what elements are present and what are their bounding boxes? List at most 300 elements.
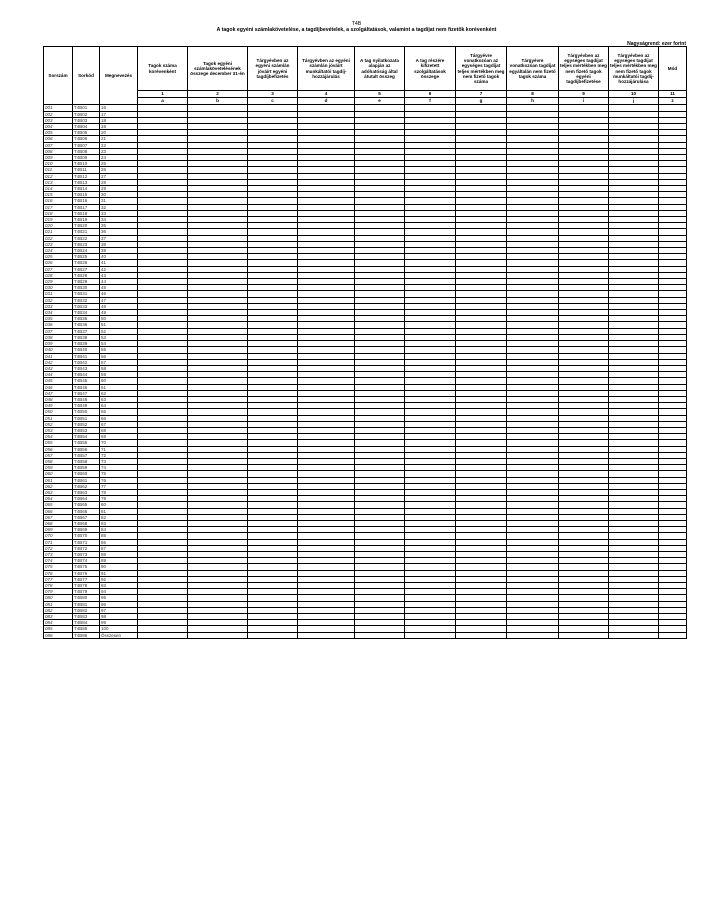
row-code-cell: T4B08 xyxy=(73,148,100,154)
row-name-cell: 86 xyxy=(100,539,138,545)
row-code-cell: T4B80 xyxy=(73,595,100,601)
row-name-cell: 77 xyxy=(100,483,138,489)
row-number-cell: 015 xyxy=(44,192,73,198)
table-title: A tagok egyéni számlakövetelése, a tagdíjbevételek, a szolgáltatások, valamint a tagdíjat nem fizetők korévenként xyxy=(216,27,497,33)
column-header: Tagok egyéni számlakövetelésének összege december 31-én xyxy=(188,47,248,91)
row-number-cell: 069 xyxy=(44,527,73,533)
column-number: 6 xyxy=(405,91,456,98)
column-header: Tárgyévben az egyéni számlán jóváírt munkáltatói tagdíj-hozzájárulás xyxy=(298,47,355,91)
row-name-cell: 99 xyxy=(100,620,138,626)
row-number-cell: 020 xyxy=(44,223,73,229)
row-number-cell: 002 xyxy=(44,111,73,117)
row-code-cell: T4B33 xyxy=(73,303,100,309)
row-name-cell: 25 xyxy=(100,161,138,167)
row-number-cell: 039 xyxy=(44,341,73,347)
column-number: 2 xyxy=(188,91,248,98)
row-name-cell: 93 xyxy=(100,583,138,589)
row-code-cell: T4B15 xyxy=(73,192,100,198)
row-number-cell: 042 xyxy=(44,359,73,365)
row-name-cell: 44 xyxy=(100,279,138,285)
row-number-cell: 053 xyxy=(44,427,73,433)
row-name-cell: 32 xyxy=(100,204,138,210)
row-code-cell: T4B36 xyxy=(73,322,100,328)
row-code-cell: T4B41 xyxy=(73,353,100,359)
row-number-cell: 052 xyxy=(44,421,73,427)
row-number-cell: 078 xyxy=(44,583,73,589)
row-code-cell: T4B46 xyxy=(73,384,100,390)
row-code-cell: T4B07 xyxy=(73,142,100,148)
row-code-cell: T4B11 xyxy=(73,167,100,173)
column-number: 9 xyxy=(559,91,609,98)
row-name-cell: 67 xyxy=(100,421,138,427)
row-number-cell: 059 xyxy=(44,465,73,471)
row-name-cell: 34 xyxy=(100,217,138,223)
row-name-cell: 64 xyxy=(100,403,138,409)
row-name-cell: 92 xyxy=(100,576,138,582)
row-number-cell: 077 xyxy=(44,576,73,582)
row-code-cell: T4B09 xyxy=(73,155,100,161)
row-number-cell: 021 xyxy=(44,229,73,235)
row-code-cell: T4B29 xyxy=(73,279,100,285)
row-code-cell: T4B68 xyxy=(73,520,100,526)
column-header: Megnevezés xyxy=(100,47,138,105)
row-number-cell: 065 xyxy=(44,502,73,508)
column-letter: i xyxy=(559,98,609,105)
row-name-cell: 17 xyxy=(100,111,138,117)
row-code-cell: T4B79 xyxy=(73,589,100,595)
header-row xyxy=(44,47,687,91)
row-number-cell: 070 xyxy=(44,533,73,539)
row-number-cell: 024 xyxy=(44,248,73,254)
row-code-cell: T4B47 xyxy=(73,390,100,396)
row-name-cell: 36 xyxy=(100,229,138,235)
row-number-cell: 005 xyxy=(44,130,73,136)
row-number-cell: 011 xyxy=(44,167,73,173)
row-code-cell: T4B26 xyxy=(73,260,100,266)
row-code-cell: T4B53 xyxy=(73,427,100,433)
row-name-cell: 59 xyxy=(100,372,138,378)
row-code-cell: T4B60 xyxy=(73,471,100,477)
row-code-cell: T4B66 xyxy=(73,508,100,514)
row-name-cell: 58 xyxy=(100,365,138,371)
row-name-cell: 98 xyxy=(100,614,138,620)
row-number-cell: 044 xyxy=(44,372,73,378)
row-name-cell: 48 xyxy=(100,303,138,309)
row-number-cell: 018 xyxy=(44,210,73,216)
row-number-cell: 014 xyxy=(44,186,73,192)
row-name-cell: 91 xyxy=(100,570,138,576)
row-code-cell: T4B05 xyxy=(73,130,100,136)
row-name-cell: 43 xyxy=(100,272,138,278)
row-code-cell: T4B10 xyxy=(73,161,100,167)
row-number-cell: 013 xyxy=(44,179,73,185)
row-code-cell: T4B67 xyxy=(73,514,100,520)
row-code-cell: T4B40 xyxy=(73,347,100,353)
row-number-cell: 037 xyxy=(44,328,73,334)
column-header: Tárgyévben az egyéni számlán jóváírt egyéni tagdíjbefizetés xyxy=(248,47,298,91)
row-name-cell: 60 xyxy=(100,378,138,384)
row-name-cell: 51 xyxy=(100,322,138,328)
row-number-cell: 027 xyxy=(44,266,73,272)
row-name-cell: 54 xyxy=(100,341,138,347)
row-name-cell: 75 xyxy=(100,471,138,477)
row-code-cell: T4B48 xyxy=(73,396,100,402)
row-number-cell: 001 xyxy=(44,105,73,111)
data-cell[interactable] xyxy=(138,632,188,638)
row-name-cell: 30 xyxy=(100,192,138,198)
row-code-cell: T4B61 xyxy=(73,477,100,483)
column-letter: d xyxy=(298,98,355,105)
row-name-cell: 95 xyxy=(100,595,138,601)
row-code-cell: T4B32 xyxy=(73,297,100,303)
table-row xyxy=(44,632,687,638)
row-code-cell: T4B14 xyxy=(73,186,100,192)
row-code-cell: T4B54 xyxy=(73,434,100,440)
row-code-cell: T4B39 xyxy=(73,341,100,347)
row-code-cell: T4B62 xyxy=(73,483,100,489)
row-name-cell: 52 xyxy=(100,328,138,334)
row-code-cell: T4B56 xyxy=(73,446,100,452)
row-code-cell: T4B59 xyxy=(73,465,100,471)
row-code-cell: T4B22 xyxy=(73,235,100,241)
row-number-cell: 012 xyxy=(44,173,73,179)
row-number-cell: 074 xyxy=(44,558,73,564)
row-name-cell: 65 xyxy=(100,409,138,415)
row-code-cell: T4B72 xyxy=(73,545,100,551)
row-number-cell: 035 xyxy=(44,316,73,322)
row-code-cell: T4B50 xyxy=(73,409,100,415)
data-cell[interactable] xyxy=(507,632,559,638)
row-code-cell: T4B74 xyxy=(73,558,100,564)
row-name-cell: 26 xyxy=(100,167,138,173)
row-number-cell: 040 xyxy=(44,347,73,353)
row-number-cell: 030 xyxy=(44,285,73,291)
data-cell[interactable] xyxy=(609,632,659,638)
row-number-cell: 060 xyxy=(44,471,73,477)
row-number-cell: 004 xyxy=(44,123,73,129)
document-title xyxy=(0,21,713,33)
row-code-cell: T4B81 xyxy=(73,601,100,607)
row-name-cell: 23 xyxy=(100,148,138,154)
row-code-cell: T4B77 xyxy=(73,576,100,582)
row-code-cell: T4B12 xyxy=(73,173,100,179)
row-code-cell: T4B30 xyxy=(73,285,100,291)
column-header: A tag részére kifizetett szolgáltatások összege xyxy=(405,47,456,91)
row-number-cell: 055 xyxy=(44,440,73,446)
row-name-cell: 27 xyxy=(100,173,138,179)
row-number-cell: 028 xyxy=(44,272,73,278)
row-code-cell: T4B64 xyxy=(73,496,100,502)
row-number-cell: 068 xyxy=(44,520,73,526)
data-cell[interactable] xyxy=(298,632,355,638)
row-name-cell: 49 xyxy=(100,310,138,316)
row-name-cell: 84 xyxy=(100,527,138,533)
row-name-cell: 21 xyxy=(100,136,138,142)
row-name-cell: 74 xyxy=(100,465,138,471)
row-number-cell: 009 xyxy=(44,155,73,161)
data-cell[interactable] xyxy=(188,632,248,638)
row-name-cell: 41 xyxy=(100,260,138,266)
row-name-cell: 97 xyxy=(100,607,138,613)
row-name-cell: 85 xyxy=(100,533,138,539)
row-code-cell: T4B35 xyxy=(73,316,100,322)
row-number-cell: 008 xyxy=(44,148,73,154)
row-code-cell: T4B01 xyxy=(73,105,100,111)
row-number-cell: 081 xyxy=(44,601,73,607)
column-header: Tárgyévre vonatkozóan tagdíjat egyáltalán nem fizető tagok száma xyxy=(507,47,559,91)
column-number: 7 xyxy=(456,91,507,98)
row-code-cell: T4B69 xyxy=(73,527,100,533)
row-name-cell: 40 xyxy=(100,254,138,260)
row-name-cell: 73 xyxy=(100,458,138,464)
row-name-cell: 83 xyxy=(100,520,138,526)
column-letter: a xyxy=(138,98,188,105)
row-code-cell: T4B04 xyxy=(73,123,100,129)
row-number-cell: 071 xyxy=(44,539,73,545)
row-number-cell: 082 xyxy=(44,607,73,613)
row-number-cell: 026 xyxy=(44,260,73,266)
row-number-cell: 016 xyxy=(44,198,73,204)
row-name-cell: 96 xyxy=(100,601,138,607)
column-number: 11 xyxy=(659,91,687,98)
row-number-cell: 019 xyxy=(44,217,73,223)
table-id: T4B xyxy=(351,21,362,27)
row-number-cell: 064 xyxy=(44,496,73,502)
row-name-cell: 71 xyxy=(100,446,138,452)
row-number-cell: 086 xyxy=(44,632,73,638)
row-name-cell: 81 xyxy=(100,508,138,514)
row-code-cell: T4B37 xyxy=(73,328,100,334)
row-name-cell: 87 xyxy=(100,545,138,551)
row-name-cell: 39 xyxy=(100,248,138,254)
row-name-cell: 35 xyxy=(100,223,138,229)
row-number-cell: 049 xyxy=(44,403,73,409)
column-number-row xyxy=(44,91,687,98)
row-number-cell: 003 xyxy=(44,117,73,123)
column-letter: j xyxy=(609,98,659,105)
column-letter: h xyxy=(507,98,559,105)
row-code-cell: T4B44 xyxy=(73,372,100,378)
row-code-cell: T4B84 xyxy=(73,620,100,626)
row-number-cell: 041 xyxy=(44,353,73,359)
row-name-cell: 69 xyxy=(100,434,138,440)
row-code-cell: T4B45 xyxy=(73,378,100,384)
row-code-cell: T4B17 xyxy=(73,204,100,210)
row-code-cell: T4B76 xyxy=(73,570,100,576)
row-number-cell: 067 xyxy=(44,514,73,520)
row-number-cell: 061 xyxy=(44,477,73,483)
row-name-cell: 29 xyxy=(100,186,138,192)
row-name-cell: 46 xyxy=(100,291,138,297)
data-cell[interactable] xyxy=(248,632,298,638)
row-number-cell: 066 xyxy=(44,508,73,514)
row-code-cell: T4B06 xyxy=(73,136,100,142)
row-code-cell: T4B18 xyxy=(73,210,100,216)
row-number-cell: 048 xyxy=(44,396,73,402)
row-name-cell: 33 xyxy=(100,210,138,216)
row-number-cell: 023 xyxy=(44,241,73,247)
row-name-cell: 42 xyxy=(100,266,138,272)
row-code-cell: T4B43 xyxy=(73,365,100,371)
row-number-cell: 072 xyxy=(44,545,73,551)
row-number-cell: 031 xyxy=(44,291,73,297)
row-name-cell: 82 xyxy=(100,514,138,520)
row-code-cell: T4B78 xyxy=(73,583,100,589)
row-code-cell: T4B83 xyxy=(73,614,100,620)
column-number: 4 xyxy=(298,91,355,98)
row-number-cell: 025 xyxy=(44,254,73,260)
row-number-cell: 032 xyxy=(44,297,73,303)
row-name-cell: 45 xyxy=(100,285,138,291)
row-name-cell: 63 xyxy=(100,396,138,402)
row-number-cell: 051 xyxy=(44,415,73,421)
column-number: 3 xyxy=(248,91,298,98)
row-code-cell: T4B28 xyxy=(73,272,100,278)
row-name-cell: 24 xyxy=(100,155,138,161)
row-number-cell: 085 xyxy=(44,626,73,632)
row-name-cell: 37 xyxy=(100,235,138,241)
row-code-cell: T4B65 xyxy=(73,502,100,508)
row-name-cell: 53 xyxy=(100,334,138,340)
row-name-cell: 18 xyxy=(100,117,138,123)
row-name-cell: 20 xyxy=(100,130,138,136)
row-number-cell: 010 xyxy=(44,161,73,167)
row-code-cell: T4B63 xyxy=(73,489,100,495)
row-name-cell: 56 xyxy=(100,353,138,359)
column-number: 5 xyxy=(355,91,405,98)
row-number-cell: 036 xyxy=(44,322,73,328)
row-number-cell: 058 xyxy=(44,458,73,464)
row-name-cell: 50 xyxy=(100,316,138,322)
row-number-cell: 057 xyxy=(44,452,73,458)
row-number-cell: 050 xyxy=(44,409,73,415)
column-letter: c xyxy=(248,98,298,105)
row-code-cell: T4B23 xyxy=(73,241,100,247)
row-code-cell: T4B16 xyxy=(73,198,100,204)
row-name-cell: 70 xyxy=(100,440,138,446)
row-code-cell: T4B34 xyxy=(73,310,100,316)
row-code-cell: T4B82 xyxy=(73,607,100,613)
row-code-cell: T4B25 xyxy=(73,254,100,260)
column-number: 10 xyxy=(609,91,659,98)
row-code-cell: T4B85 xyxy=(73,626,100,632)
data-cell[interactable] xyxy=(559,632,609,638)
row-name-cell: 90 xyxy=(100,564,138,570)
data-cell[interactable] xyxy=(456,632,507,638)
column-header: Tárgyévre vonatkozóan az egységes tagdíjat teljes mértékben meg nem fizető tagok száma xyxy=(456,47,507,91)
row-number-cell: 006 xyxy=(44,136,73,142)
row-name-cell: Összesen xyxy=(100,632,138,638)
row-number-cell: 063 xyxy=(44,489,73,495)
row-name-cell: 72 xyxy=(100,452,138,458)
row-number-cell: 017 xyxy=(44,204,73,210)
column-header: Mód xyxy=(659,47,687,91)
column-letter: g xyxy=(456,98,507,105)
row-name-cell: 55 xyxy=(100,347,138,353)
column-letter-row xyxy=(44,98,687,105)
row-name-cell: 76 xyxy=(100,477,138,483)
row-number-cell: 046 xyxy=(44,384,73,390)
row-code-cell: T4B03 xyxy=(73,117,100,123)
row-number-cell: 029 xyxy=(44,279,73,285)
row-code-cell: T4B49 xyxy=(73,403,100,409)
row-number-cell: 080 xyxy=(44,595,73,601)
row-code-cell: T4B13 xyxy=(73,179,100,185)
row-number-cell: 083 xyxy=(44,614,73,620)
row-code-cell: T4B70 xyxy=(73,533,100,539)
data-cell[interactable] xyxy=(405,632,456,638)
row-number-cell: 045 xyxy=(44,378,73,384)
row-name-cell: 57 xyxy=(100,359,138,365)
row-code-cell: T4B86 xyxy=(73,632,100,638)
row-number-cell: 075 xyxy=(44,564,73,570)
row-number-cell: 034 xyxy=(44,310,73,316)
row-name-cell: 16 xyxy=(100,105,138,111)
row-name-cell: 78 xyxy=(100,489,138,495)
row-code-cell: T4B57 xyxy=(73,452,100,458)
data-cell[interactable] xyxy=(659,632,687,638)
row-number-cell: 047 xyxy=(44,390,73,396)
data-table xyxy=(43,46,687,639)
row-code-cell: T4B20 xyxy=(73,223,100,229)
row-name-cell: 80 xyxy=(100,502,138,508)
column-header: A tag nyilatkozata alapján az adóhatóság által átutalt összeg xyxy=(355,47,405,91)
column-number: 1 xyxy=(138,91,188,98)
row-code-cell: T4B73 xyxy=(73,552,100,558)
column-header: Tagok száma korévenként xyxy=(138,47,188,91)
row-number-cell: 073 xyxy=(44,552,73,558)
column-letter: z xyxy=(659,98,687,105)
row-name-cell: 79 xyxy=(100,496,138,502)
row-code-cell: T4B42 xyxy=(73,359,100,365)
row-number-cell: 043 xyxy=(44,365,73,371)
row-code-cell: T4B38 xyxy=(73,334,100,340)
column-header: Tárgyévben az egységes tagdíjat teljes mértékben meg nem fizető tagok egyéni tagdíjbefizetése xyxy=(559,47,609,91)
row-name-cell: 66 xyxy=(100,415,138,421)
row-name-cell: 89 xyxy=(100,558,138,564)
row-name-cell: 88 xyxy=(100,552,138,558)
row-name-cell: 61 xyxy=(100,384,138,390)
row-number-cell: 007 xyxy=(44,142,73,148)
row-number-cell: 033 xyxy=(44,303,73,309)
column-letter: b xyxy=(188,98,248,105)
row-number-cell: 056 xyxy=(44,446,73,452)
row-name-cell: 22 xyxy=(100,142,138,148)
row-name-cell: 38 xyxy=(100,241,138,247)
row-code-cell: T4B75 xyxy=(73,564,100,570)
unit-note: Nagyságrend: ezer forint xyxy=(627,41,686,47)
column-letter: f xyxy=(405,98,456,105)
row-name-cell: 31 xyxy=(100,198,138,204)
row-number-cell: 079 xyxy=(44,589,73,595)
row-name-cell: 19 xyxy=(100,123,138,129)
row-name-cell: 62 xyxy=(100,390,138,396)
row-number-cell: 054 xyxy=(44,434,73,440)
row-name-cell: 94 xyxy=(100,589,138,595)
data-cell[interactable] xyxy=(355,632,405,638)
column-header: Sorszám xyxy=(44,47,73,105)
column-letter: e xyxy=(355,98,405,105)
row-name-cell: 68 xyxy=(100,427,138,433)
row-number-cell: 062 xyxy=(44,483,73,489)
row-number-cell: 084 xyxy=(44,620,73,626)
row-number-cell: 076 xyxy=(44,570,73,576)
row-code-cell: T4B55 xyxy=(73,440,100,446)
row-number-cell: 022 xyxy=(44,235,73,241)
table-body xyxy=(44,105,687,638)
row-code-cell: T4B02 xyxy=(73,111,100,117)
row-name-cell: 47 xyxy=(100,297,138,303)
